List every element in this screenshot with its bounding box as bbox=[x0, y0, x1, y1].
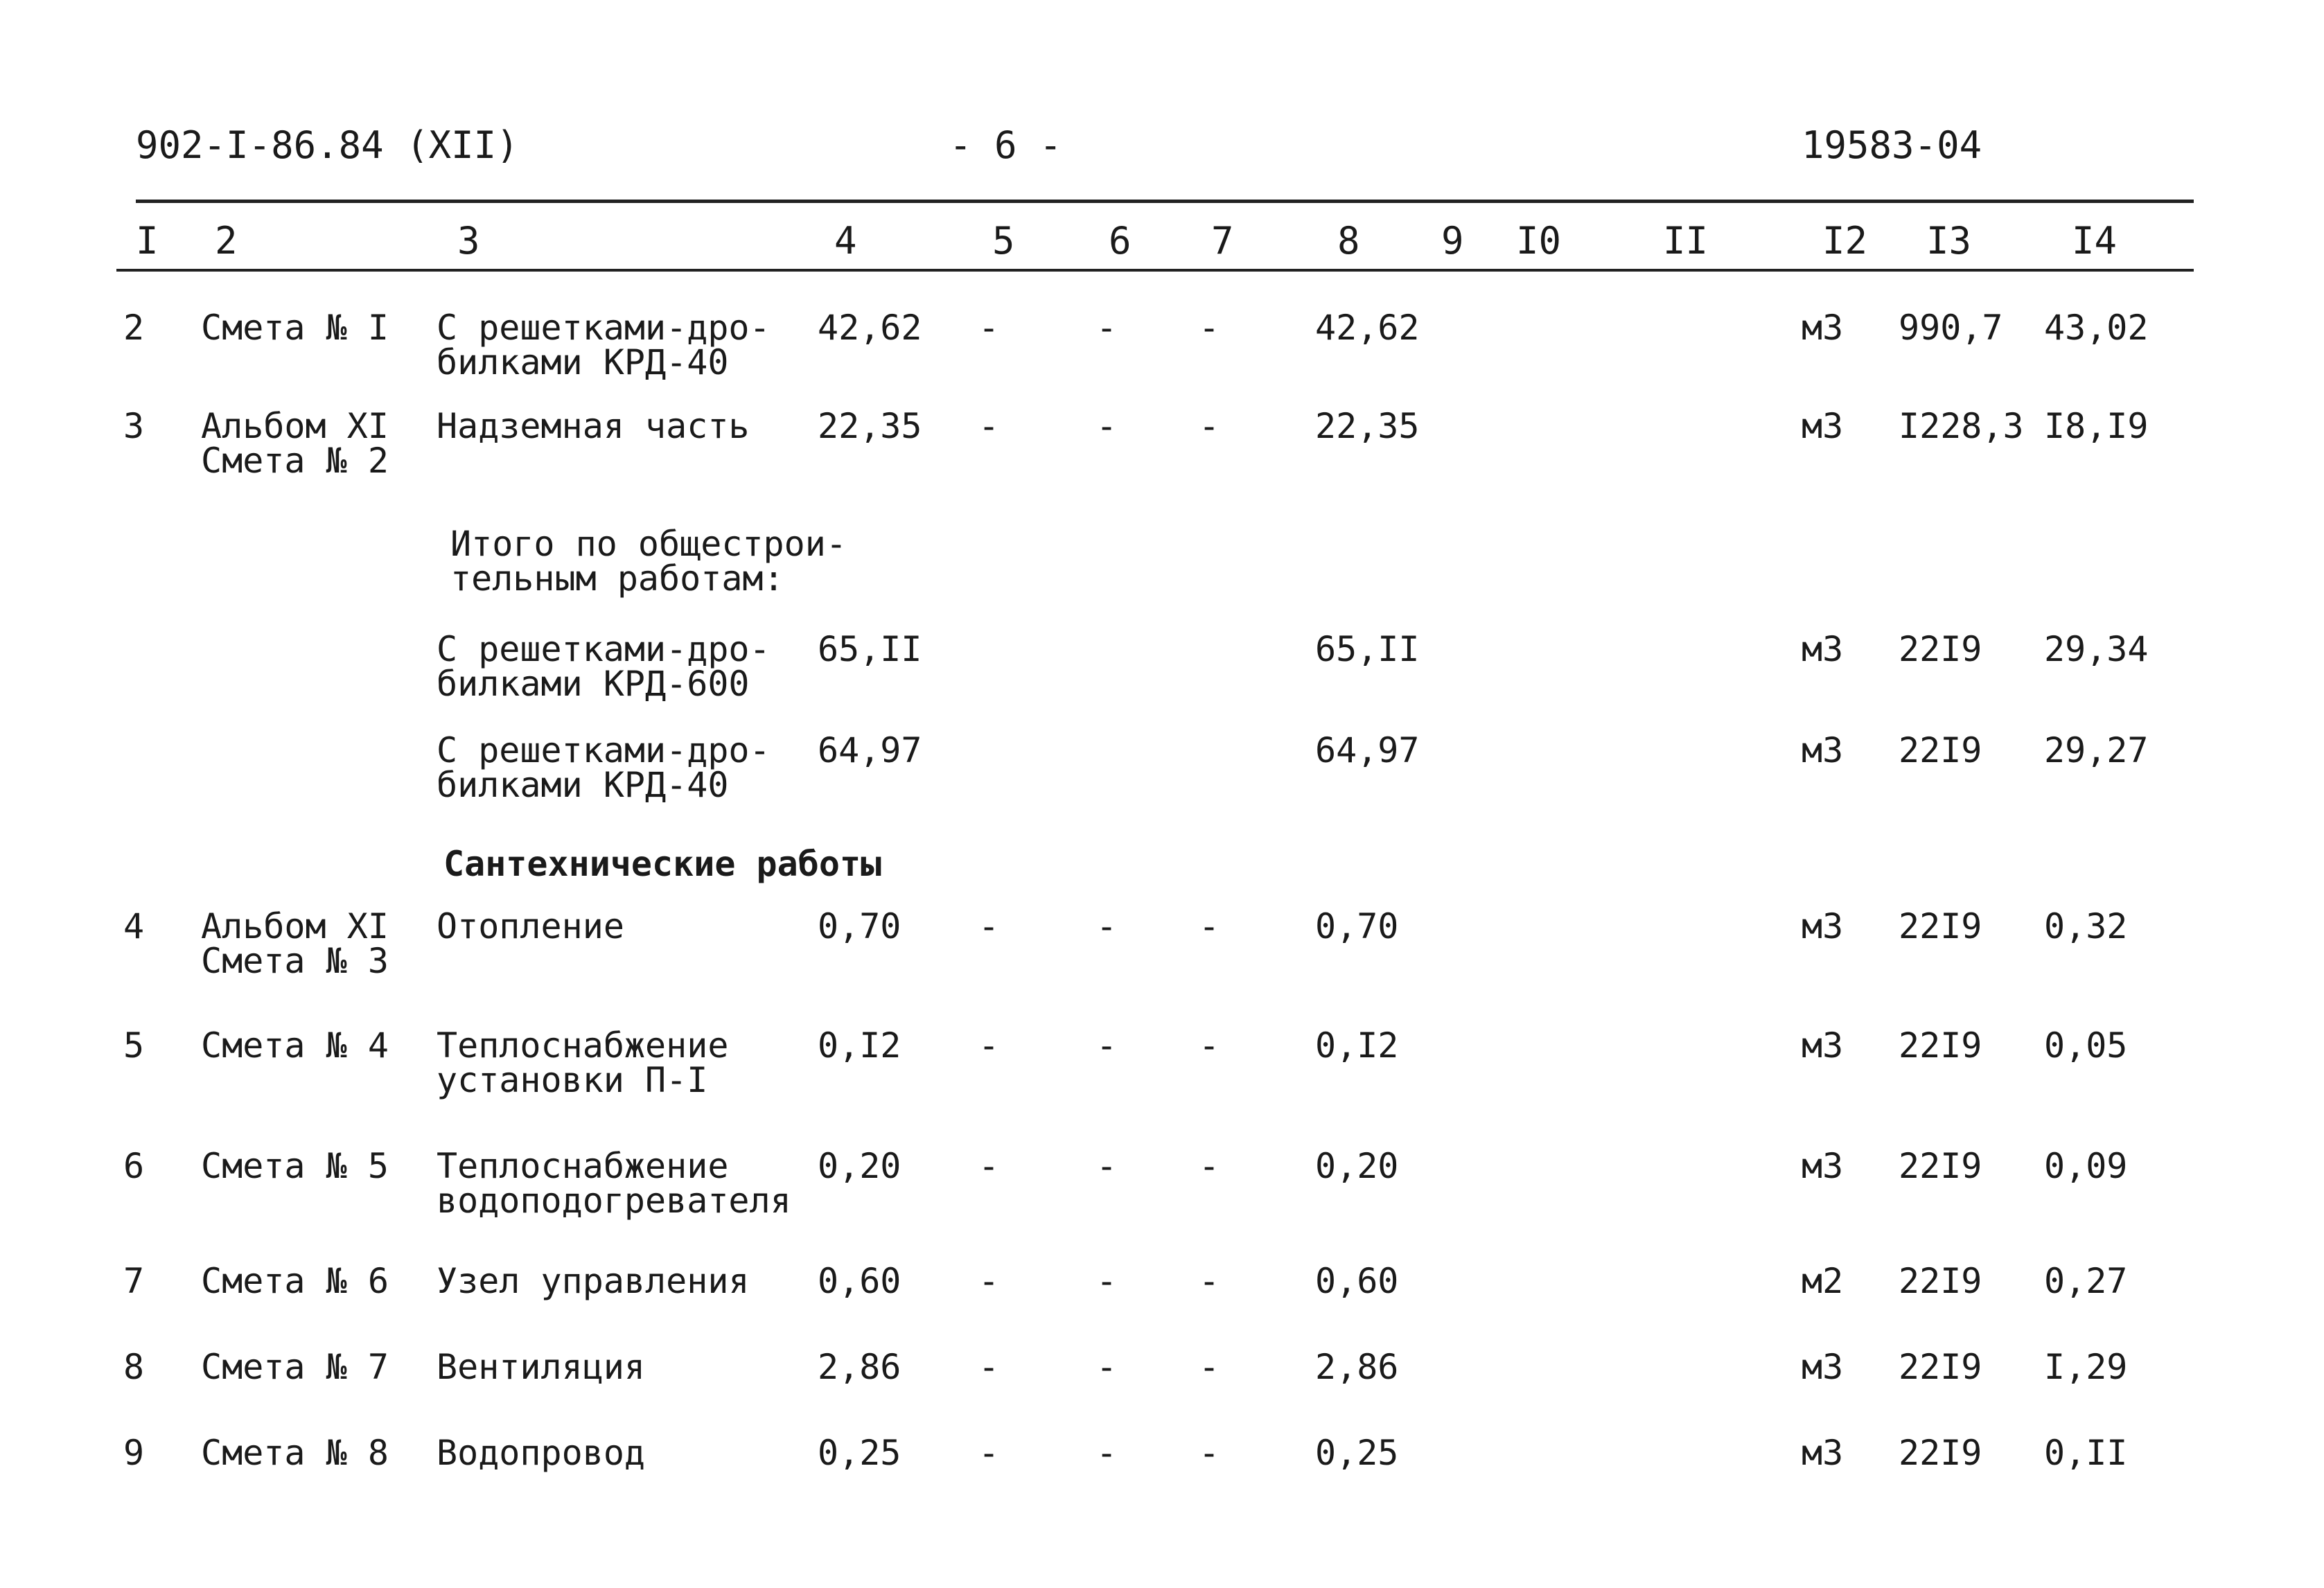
col6-value: - bbox=[1096, 308, 1118, 348]
unit: м3 bbox=[1802, 1347, 1844, 1387]
row-number: 8 bbox=[123, 1347, 145, 1387]
col4-value: 42,62 bbox=[818, 308, 922, 348]
column-number: 6 bbox=[1109, 219, 1132, 263]
col8-value: 0,I2 bbox=[1315, 1025, 1399, 1066]
col13-value: 22I9 bbox=[1899, 1025, 1982, 1066]
col4-value: 64,97 bbox=[818, 730, 922, 770]
estimate-ref: Альбом XI Смета № 3 bbox=[201, 906, 389, 981]
col4-value: 0,60 bbox=[818, 1261, 901, 1301]
col4-value: 65,II bbox=[818, 629, 922, 669]
col7-value: - bbox=[1199, 1347, 1220, 1387]
col7-value: - bbox=[1199, 1261, 1220, 1301]
unit: м3 bbox=[1802, 308, 1844, 348]
col6-value: - bbox=[1096, 906, 1118, 946]
column-number: 2 bbox=[215, 219, 238, 263]
page-number: - 6 - bbox=[949, 123, 1062, 167]
col4-value: 0,I2 bbox=[818, 1025, 901, 1066]
work-name: Вентиляция bbox=[437, 1347, 646, 1387]
row-number: 9 bbox=[123, 1433, 145, 1473]
col14-value: 29,34 bbox=[2044, 629, 2149, 669]
section-heading: Сантехнические работы bbox=[443, 844, 882, 884]
row-number: 2 bbox=[123, 308, 145, 348]
work-name: Узел управления bbox=[437, 1261, 750, 1301]
estimate-ref: Смета № 7 bbox=[201, 1347, 389, 1387]
col6-value: - bbox=[1096, 1146, 1118, 1186]
unit: м3 bbox=[1802, 1146, 1844, 1186]
column-number: 8 bbox=[1337, 219, 1360, 263]
col8-value: 65,II bbox=[1315, 629, 1420, 669]
estimate-ref: Смета № 5 bbox=[201, 1146, 389, 1186]
column-number: II bbox=[1663, 219, 1709, 263]
col13-value: 990,7 bbox=[1899, 308, 2003, 348]
col6-value: - bbox=[1096, 1347, 1118, 1387]
col13-value: 22I9 bbox=[1899, 906, 1982, 946]
row-number: 3 bbox=[123, 406, 145, 446]
unit: м3 bbox=[1802, 906, 1844, 946]
col5-value: - bbox=[978, 1261, 1000, 1301]
col6-value: - bbox=[1096, 406, 1118, 446]
col4-value: 2,86 bbox=[818, 1347, 901, 1387]
col14-value: 0,II bbox=[2044, 1433, 2128, 1473]
work-name: С решетками-дро- билками КРД-40 bbox=[437, 308, 771, 382]
work-name: Теплоснабжение водоподогревателя bbox=[437, 1146, 791, 1221]
col5-value: - bbox=[978, 1347, 1000, 1387]
unit: м3 bbox=[1802, 629, 1844, 669]
col8-value: 0,25 bbox=[1315, 1433, 1399, 1473]
estimate-ref: Смета № 4 bbox=[201, 1025, 389, 1066]
estimate-ref: Смета № I bbox=[201, 308, 389, 348]
column-number: 9 bbox=[1441, 219, 1464, 263]
col8-value: 42,62 bbox=[1315, 308, 1420, 348]
col13-value: I228,3 bbox=[1899, 406, 2024, 446]
row-number: 7 bbox=[123, 1261, 145, 1301]
col13-value: 22I9 bbox=[1899, 1433, 1982, 1473]
estimate-ref: Альбом XI Смета № 2 bbox=[201, 406, 389, 481]
column-number: 3 bbox=[457, 219, 480, 263]
col8-value: 22,35 bbox=[1315, 406, 1420, 446]
col7-value: - bbox=[1199, 1433, 1220, 1473]
column-number: I0 bbox=[1516, 219, 1562, 263]
col7-value: - bbox=[1199, 406, 1220, 446]
estimate-ref: Смета № 8 bbox=[201, 1433, 389, 1473]
col14-value: 29,27 bbox=[2044, 730, 2149, 770]
estimate-ref: Смета № 6 bbox=[201, 1261, 389, 1301]
row-number: 5 bbox=[123, 1025, 145, 1066]
work-name: С решетками-дро- билками КРД-600 bbox=[437, 629, 771, 704]
column-number: I3 bbox=[1926, 219, 1972, 263]
work-name: Водопровод bbox=[437, 1433, 646, 1473]
column-number: 4 bbox=[834, 219, 857, 263]
unit: м3 bbox=[1802, 406, 1844, 446]
row-number: 4 bbox=[123, 906, 145, 946]
col13-value: 22I9 bbox=[1899, 1347, 1982, 1387]
column-number: I4 bbox=[2072, 219, 2118, 263]
work-name: Надземная часть bbox=[437, 406, 750, 446]
col8-value: 0,20 bbox=[1315, 1146, 1399, 1186]
col14-value: 0,27 bbox=[2044, 1261, 2128, 1301]
work-name: С решетками-дро- билками КРД-40 bbox=[437, 730, 771, 805]
col4-value: 0,25 bbox=[818, 1433, 901, 1473]
unit: м3 bbox=[1802, 730, 1844, 770]
col14-value: I,29 bbox=[2044, 1347, 2128, 1387]
unit: м2 bbox=[1802, 1261, 1844, 1301]
col7-value: - bbox=[1199, 1025, 1220, 1066]
col14-value: I8,I9 bbox=[2044, 406, 2149, 446]
col13-value: 22I9 bbox=[1899, 730, 1982, 770]
col8-value: 64,97 bbox=[1315, 730, 1420, 770]
col5-value: - bbox=[978, 308, 1000, 348]
document-code: 902-I-86.84 (XII) bbox=[136, 123, 519, 167]
col5-value: - bbox=[978, 1025, 1000, 1066]
totals-heading: Итого по общестрои- тельным работам: bbox=[450, 524, 847, 599]
work-name: Теплоснабжение установки П-I bbox=[437, 1025, 729, 1100]
col4-value: 0,70 bbox=[818, 906, 901, 946]
col4-value: 22,35 bbox=[818, 406, 922, 446]
column-number: 7 bbox=[1211, 219, 1234, 263]
col4-value: 0,20 bbox=[818, 1146, 901, 1186]
col13-value: 22I9 bbox=[1899, 629, 1982, 669]
row-number: 6 bbox=[123, 1146, 145, 1186]
col5-value: - bbox=[978, 1433, 1000, 1473]
unit: м3 bbox=[1802, 1025, 1844, 1066]
col13-value: 22I9 bbox=[1899, 1146, 1982, 1186]
column-number: 5 bbox=[992, 219, 1015, 263]
col7-value: - bbox=[1199, 906, 1220, 946]
col14-value: 0,05 bbox=[2044, 1025, 2128, 1066]
col8-value: 0,70 bbox=[1315, 906, 1399, 946]
column-number: I2 bbox=[1822, 219, 1868, 263]
col5-value: - bbox=[978, 1146, 1000, 1186]
inventory-number: 19583-04 bbox=[1802, 123, 1982, 167]
col14-value: 0,32 bbox=[2044, 906, 2128, 946]
col8-value: 0,60 bbox=[1315, 1261, 1399, 1301]
col5-value: - bbox=[978, 406, 1000, 446]
work-name: Отопление bbox=[437, 906, 624, 946]
column-number: I bbox=[136, 219, 159, 263]
col14-value: 0,09 bbox=[2044, 1146, 2128, 1186]
col13-value: 22I9 bbox=[1899, 1261, 1982, 1301]
col6-value: - bbox=[1096, 1261, 1118, 1301]
unit: м3 bbox=[1802, 1433, 1844, 1473]
col7-value: - bbox=[1199, 308, 1220, 348]
col14-value: 43,02 bbox=[2044, 308, 2149, 348]
col8-value: 2,86 bbox=[1315, 1347, 1399, 1387]
col7-value: - bbox=[1199, 1146, 1220, 1186]
col6-value: - bbox=[1096, 1025, 1118, 1066]
col5-value: - bbox=[978, 906, 1000, 946]
col6-value: - bbox=[1096, 1433, 1118, 1473]
